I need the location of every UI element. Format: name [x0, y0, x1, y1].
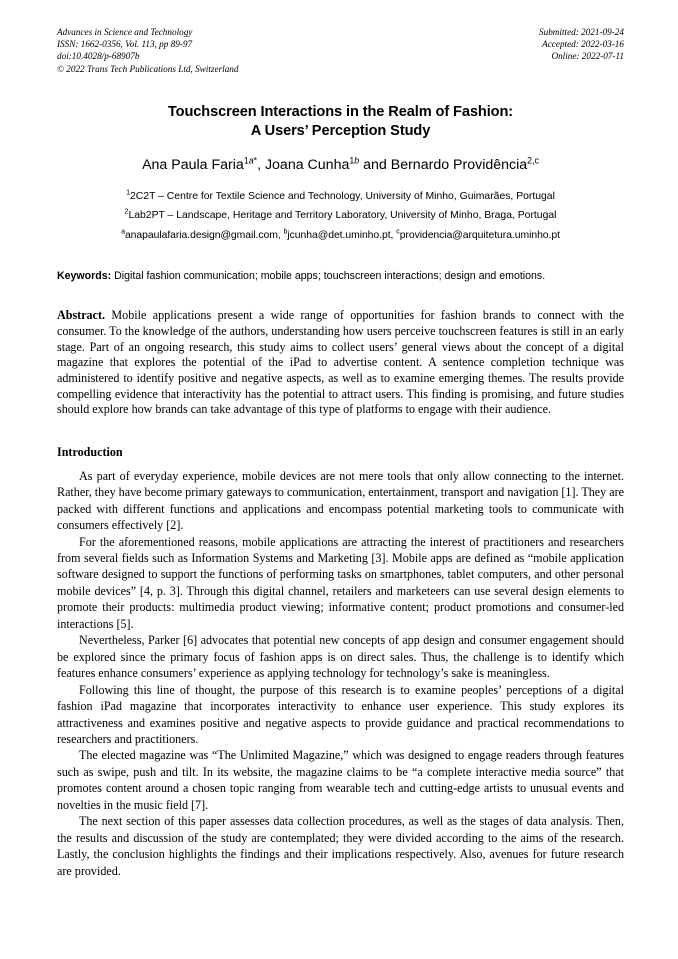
journal-doi: doi:10.4028/p-68907b [57, 51, 140, 62]
abstract-block [57, 308, 624, 418]
keywords-label: Keywords: [57, 269, 112, 282]
affiliation-2-marker: 2 [124, 208, 129, 216]
affiliation-2 [57, 206, 624, 226]
journal-issn: ISSN: 1662-0356, Vol. 113, pp 89-97 [57, 39, 193, 50]
abstract-text: Mobile applications present a wide range of opportunities for fashion brands to connect with the consumer. To the knowledge of the authors, understanding how users perceive touchscreen features is still in an early stage. Part of an ongoing research, this study aims to collect users’ general views about the concept of a digital magazine that explores the potential of the iPad to advertise content. A sentence completion technique was administered to identify positive and negative aspects, as well as to examine emerging themes. The results provide compelling evidence that interactivity has the potential to attract users. This finding is promising, and future studies should explore how brands can take advantage of this type of platforms to engage with their audience. [57, 308, 624, 417]
intro-paragraph-3: Nevertheless, Parker [6] advocates that potential new concepts of app design and consumer engagement should be explored since the primary focus of fashion apps is on direct sales. Thus, the challenge is to identify which features enhance consumers’ experience as applying technology for technology’s sake is meaningless. [57, 633, 624, 681]
page-title [57, 103, 624, 142]
email-b-marker: b [283, 228, 288, 236]
author-1-sup-num: 1 [243, 155, 249, 166]
keywords-block [57, 269, 624, 284]
author-2-affiliation-marker [349, 155, 359, 165]
accepted-date: Accepted: 2022-03-16 [542, 39, 624, 50]
online-date: Online: 2022-07-11 [551, 51, 624, 62]
author-2-name: Joana Cunha [264, 156, 350, 173]
intro-paragraph-2: For the aforementioned reasons, mobile applications are attracting the interest of practitioners and researchers from several fields such as Information Systems and Marketing [3]. Mobile apps are defined as “mobile application software designed to support the functions of performing tasks on smartphones, tablet computers, and other personal mobile devices” [4, p. 3]. Through this digital channel, retailers and marketeers can use several design elements to promote their products: multimedia product viewing; informative content; product promotions and consumer-led interactions [5]. [57, 534, 624, 631]
author-list [57, 156, 624, 174]
author-separator-1: , [257, 156, 265, 173]
affiliation-block [57, 187, 624, 246]
affiliation-1-marker: 1 [126, 189, 131, 197]
intro-paragraph-6: The next section of this paper assesses data collection procedures, as well as the stages of data analysis. Then, the results and discussion of the study are contemplated; they were divided according to the aims of the research. Lastly, the conclusion highlights the findings and their implications respectively. Also, avenues for future research are provided. [57, 814, 624, 878]
author-3-name: Bernardo Providência [390, 156, 528, 173]
journal-header-right [539, 26, 624, 63]
author-1-name: Ana Paula Faria [142, 156, 244, 173]
keywords-text: Digital fashion communication; mobile apps; touchscreen interactions; design and emotions. [111, 269, 546, 282]
affiliation-1 [57, 187, 624, 207]
section-heading-introduction: Introduction [57, 445, 123, 460]
email-a-marker: a [121, 228, 125, 236]
intro-paragraph-1: As part of everyday experience, mobile devices are not mere tools that only allow connecting to the internet. Rather, they have become primary gateways to communication, entertainment, transport and navigation [1]. They are packed with different functions and applications and encompass potential marketing tools to communicate with consumers effectively [2]. [57, 468, 624, 533]
email-author-1[interactable]: anapaulafaria.design@gmail.com, [124, 230, 284, 241]
intro-paragraph-5: The elected magazine was “The Unlimited Magazine,” which was designed to engage readers through features such as swipe, push and tilt. In its website, the magazine claims to be “a complete interactive media source” that promotes content around a chosen topic ranging from wearable tech and cutting-edge artists to unusual events and novelties in the music field [7]. [57, 748, 624, 812]
title-line-2: A Users’ Perception Study [250, 123, 431, 140]
journal-header [57, 26, 624, 75]
title-line-1: Touchscreen Interactions in the Realm of Fashion: [167, 103, 514, 120]
author-2-sup-letter: b [354, 155, 360, 166]
author-2-sup-num: 1 [349, 155, 355, 166]
journal-name: Advances in Science and Technology [57, 27, 193, 37]
author-3-affiliation-marker: 2,c [527, 155, 539, 166]
email-author-3[interactable]: providencia@arquitetura.uminho.pt [399, 230, 560, 241]
affiliation-1-text: 2C2T – Centre for Textile Science and Technology, University of Minho, Guimarães, Portugal [130, 190, 555, 202]
journal-header-left [57, 26, 238, 75]
affiliation-2-text: Lab2PT – Landscape, Heritage and Territory Laboratory, University of Minho, Braga, Portugal [128, 210, 557, 222]
author-1-affiliation-marker [244, 155, 257, 165]
submitted-date: Submitted: 2021-09-24 [539, 27, 624, 37]
author-separator-2: and [359, 156, 391, 173]
email-author-2[interactable]: jcunha@det.uminho.pt, [287, 230, 397, 241]
abstract-label: Abstract. [57, 308, 106, 323]
email-c-marker: c [396, 228, 400, 236]
author-1-sup-letter: a [248, 155, 254, 166]
intro-paragraph-4: Following this line of thought, the purpose of this research is to examine peoples’ perceptions of a digital fashion iPad magazine that incorporates interactivity to enhance user experience. This study explores its attractiveness and examines positive and negative aspects to provide guidance and practical recommendations to researchers and practitioners. [57, 682, 624, 746]
author-emails [57, 226, 624, 246]
author-1-sup-star: * [253, 155, 258, 166]
journal-copyright: © 2022 Trans Tech Publications Ltd, Switzerland [57, 63, 239, 74]
